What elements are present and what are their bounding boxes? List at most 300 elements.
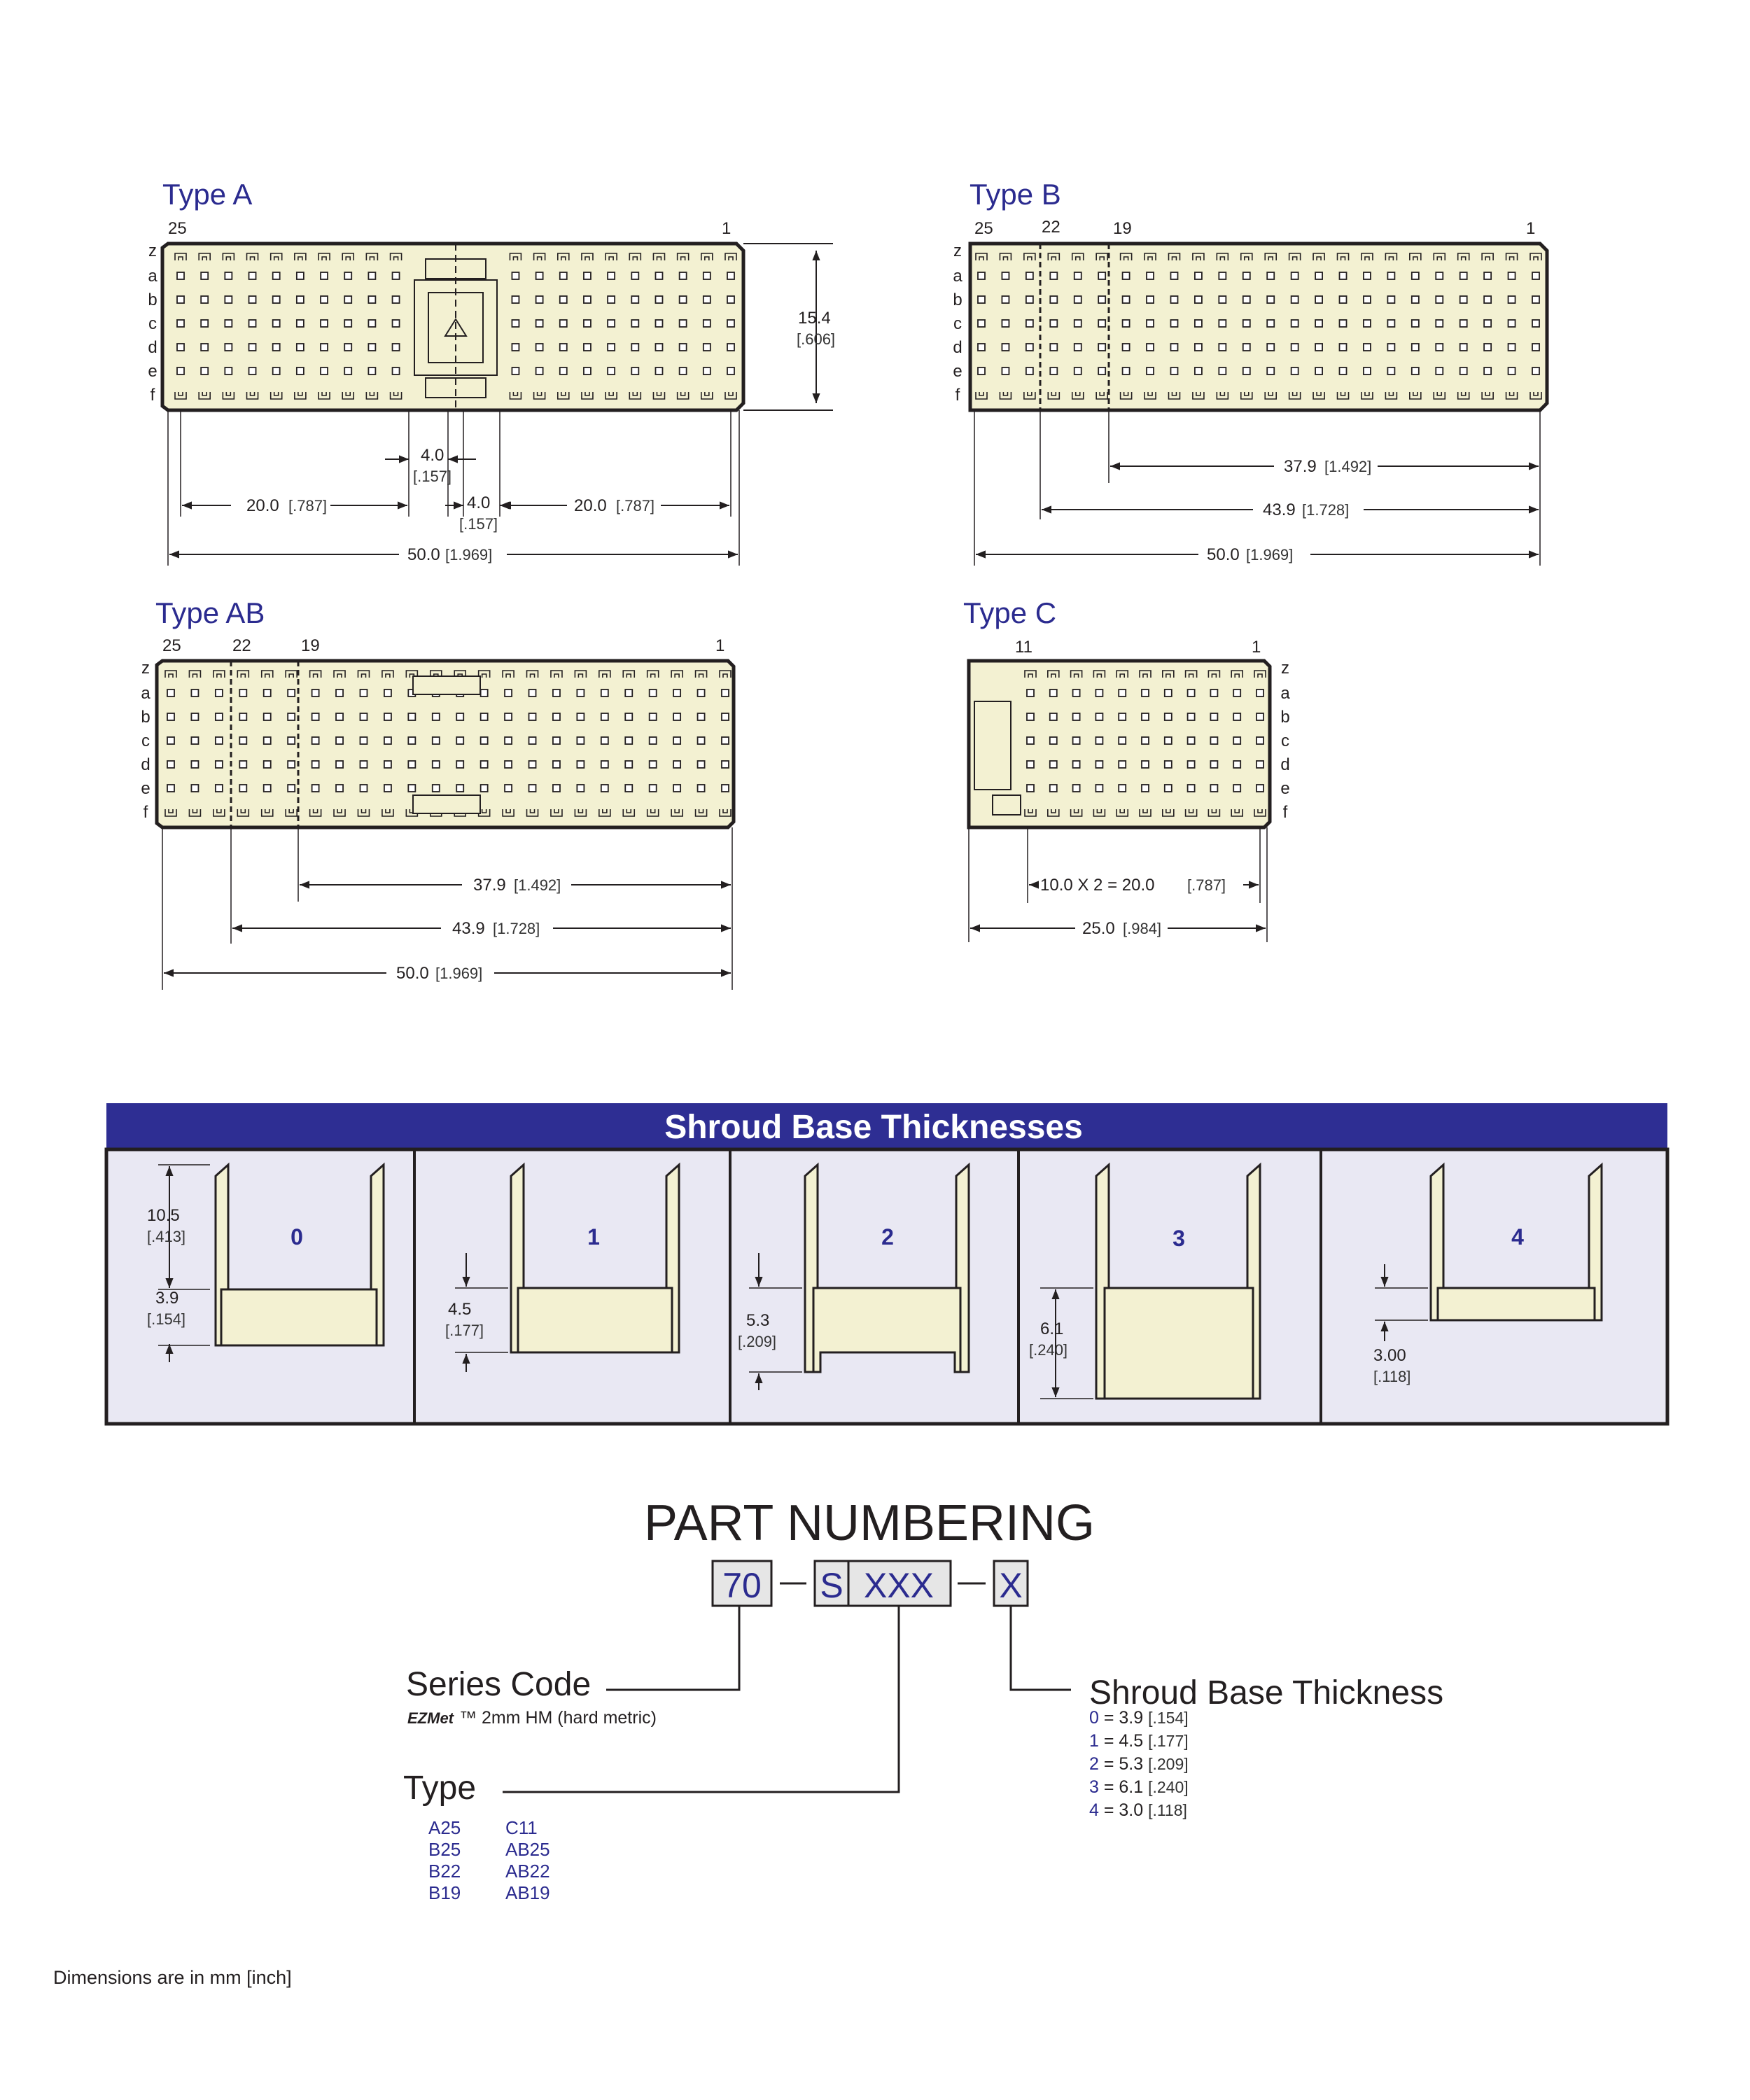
contact-pin bbox=[505, 761, 512, 768]
contact-pin bbox=[1484, 368, 1491, 374]
row-letter-b: b bbox=[141, 708, 150, 727]
type-ab-d2-mm: 43.9 bbox=[452, 919, 485, 938]
contact-pin bbox=[368, 272, 375, 279]
contact-pin bbox=[1460, 344, 1467, 351]
contact-pin bbox=[1074, 272, 1082, 279]
type-a-right-in: [.787] bbox=[616, 497, 655, 514]
contact-pin bbox=[1256, 713, 1264, 720]
type-a-pin-1: 1 bbox=[722, 219, 732, 238]
shroud-thickness-label: Shroud Base Thickness bbox=[1089, 1674, 1444, 1712]
contact-pin bbox=[1123, 272, 1130, 279]
shroud-base-1 bbox=[518, 1288, 672, 1352]
type-code-b25: B25 bbox=[428, 1839, 461, 1860]
row-letter-a: a bbox=[141, 684, 150, 703]
pn-series-leader bbox=[606, 1606, 739, 1690]
contact-pin bbox=[1256, 785, 1264, 792]
contact-pin bbox=[505, 785, 512, 792]
contact-pin bbox=[1098, 296, 1105, 303]
contact-pin bbox=[1243, 272, 1250, 279]
contact-pin bbox=[1142, 690, 1149, 696]
row-letter-b: b bbox=[953, 290, 962, 309]
contact-pin bbox=[1142, 737, 1149, 744]
contact-pin bbox=[384, 785, 391, 792]
contact-pin bbox=[1147, 344, 1154, 351]
type-b-d3-mm: 50.0 bbox=[1207, 545, 1240, 564]
contact-pin bbox=[1195, 320, 1202, 327]
type-ab-d2-in: [1.728] bbox=[493, 920, 540, 937]
contact-pin bbox=[1073, 785, 1080, 792]
row-letter-f: f bbox=[143, 803, 148, 822]
type-b-d3-in: [1.969] bbox=[1246, 546, 1294, 564]
contact-pin bbox=[553, 785, 560, 792]
contact-pin bbox=[239, 761, 246, 768]
contact-pin bbox=[1364, 272, 1371, 279]
type-b-d2-mm: 43.9 bbox=[1263, 500, 1296, 519]
type-c-pin-1: 1 bbox=[1252, 638, 1261, 657]
contact-pin bbox=[225, 296, 232, 303]
units-footnote: Dimensions are in mm [inch] bbox=[53, 1967, 292, 1988]
contact-pin bbox=[536, 320, 543, 327]
contact-pin bbox=[1387, 344, 1394, 351]
contact-pin bbox=[1073, 690, 1080, 696]
contact-pin bbox=[978, 344, 985, 351]
contact-pin bbox=[481, 690, 488, 696]
contact-pin bbox=[1460, 320, 1467, 327]
contact-pin bbox=[1210, 690, 1217, 696]
contact-pin bbox=[698, 785, 705, 792]
contact-pin bbox=[1188, 713, 1195, 720]
type-a-extension-lines bbox=[168, 410, 739, 566]
contact-pin bbox=[1219, 320, 1226, 327]
contact-pin bbox=[216, 713, 223, 720]
contact-pin bbox=[673, 785, 680, 792]
contact-pin bbox=[1243, 344, 1250, 351]
shroud-2-base-mm: 5.3 bbox=[746, 1311, 770, 1330]
contact-pin bbox=[704, 368, 710, 374]
contact-pin bbox=[1074, 368, 1082, 374]
contact-pin bbox=[650, 737, 657, 744]
contact-pin bbox=[312, 785, 319, 792]
contact-pin bbox=[312, 737, 319, 744]
contact-pin bbox=[1292, 344, 1298, 351]
pn-type-box-xxx: XXX bbox=[863, 1566, 934, 1605]
contact-pin bbox=[1292, 320, 1298, 327]
shroud-0-base-in: [.154] bbox=[147, 1310, 186, 1328]
type-b-extension-lines bbox=[974, 410, 1540, 566]
type-a-height-mm: 15.4 bbox=[798, 309, 831, 328]
contact-pin bbox=[368, 368, 375, 374]
contact-pin bbox=[1170, 272, 1177, 279]
contact-pin bbox=[336, 713, 343, 720]
contact-pin bbox=[529, 713, 536, 720]
contact-pin bbox=[273, 344, 280, 351]
contact-pin bbox=[336, 737, 343, 744]
contact-pin bbox=[1387, 296, 1394, 303]
contact-pin bbox=[1412, 368, 1419, 374]
contact-pin bbox=[1436, 344, 1443, 351]
contact-pin bbox=[1219, 368, 1226, 374]
contact-pin bbox=[601, 690, 608, 696]
shroud-1-base-mm: 4.5 bbox=[448, 1300, 472, 1319]
contact-pin bbox=[239, 713, 246, 720]
contact-pin bbox=[1508, 272, 1516, 279]
contact-pin bbox=[1412, 296, 1419, 303]
contact-pin bbox=[393, 344, 400, 351]
type-c-pitch-in: [.787] bbox=[1187, 876, 1226, 894]
contact-pin bbox=[529, 737, 536, 744]
contact-pin bbox=[321, 368, 328, 374]
type-code-b19: B19 bbox=[428, 1882, 461, 1903]
contact-pin bbox=[456, 713, 463, 720]
contact-pin bbox=[191, 737, 198, 744]
contact-pin bbox=[1002, 272, 1009, 279]
contact-pin bbox=[312, 761, 319, 768]
series-description: ™ 2mm HM (hard metric) bbox=[459, 1708, 657, 1728]
contact-pin bbox=[1026, 320, 1033, 327]
contact-pin bbox=[512, 344, 519, 351]
contact-pin bbox=[1484, 296, 1491, 303]
contact-pin bbox=[273, 368, 280, 374]
contact-pin bbox=[321, 296, 328, 303]
contact-pin bbox=[1340, 296, 1347, 303]
contact-pin bbox=[1484, 272, 1491, 279]
contact-pin bbox=[536, 296, 543, 303]
contact-pin bbox=[167, 785, 174, 792]
type-ab-pin-1: 1 bbox=[715, 636, 725, 655]
row-letter-e: e bbox=[953, 362, 962, 381]
contact-pin bbox=[201, 296, 208, 303]
contact-pin bbox=[673, 713, 680, 720]
shroud-table bbox=[106, 1103, 1667, 1424]
contact-pin bbox=[650, 713, 657, 720]
contact-pin bbox=[631, 272, 638, 279]
contact-pin bbox=[584, 344, 591, 351]
shroud-1-num: 1 bbox=[587, 1224, 600, 1250]
row-letter-b: b bbox=[1280, 708, 1290, 727]
contact-pin bbox=[625, 737, 632, 744]
shroud-1-base-in: [.177] bbox=[445, 1322, 484, 1339]
contact-pin bbox=[978, 296, 985, 303]
contact-pin bbox=[1123, 320, 1130, 327]
contact-pin bbox=[650, 690, 657, 696]
type-code-a25: A25 bbox=[428, 1817, 461, 1838]
contact-pin bbox=[650, 761, 657, 768]
contact-pin bbox=[456, 761, 463, 768]
contact-pin bbox=[1096, 785, 1102, 792]
contact-pin bbox=[201, 344, 208, 351]
type-b-d1-in: [1.492] bbox=[1324, 458, 1372, 475]
contact-pin bbox=[1098, 368, 1105, 374]
contact-pin bbox=[1256, 737, 1264, 744]
contact-pin bbox=[1508, 296, 1516, 303]
contact-pin bbox=[1210, 713, 1217, 720]
contact-pin bbox=[1147, 368, 1154, 374]
thickness-code-0: 0 = 3.9 [.154] bbox=[1089, 1708, 1189, 1728]
contact-pin bbox=[536, 368, 543, 374]
contact-pin bbox=[655, 296, 662, 303]
contact-pin bbox=[1027, 785, 1034, 792]
contact-pin bbox=[1188, 761, 1195, 768]
type-ab-title: Type AB bbox=[155, 596, 265, 629]
contact-pin bbox=[408, 761, 415, 768]
type-code-c11: C11 bbox=[505, 1817, 538, 1838]
contact-pin bbox=[1412, 320, 1419, 327]
type-ab-d1-in: [1.492] bbox=[514, 876, 561, 894]
contact-pin bbox=[344, 272, 351, 279]
contact-pin bbox=[1219, 344, 1226, 351]
contact-pin bbox=[553, 761, 560, 768]
contact-pin bbox=[722, 690, 729, 696]
contact-pin bbox=[1170, 296, 1177, 303]
contact-pin bbox=[1364, 320, 1371, 327]
contact-pin bbox=[1096, 690, 1102, 696]
row-letter-c: c bbox=[148, 314, 157, 333]
contact-pin bbox=[601, 761, 608, 768]
contact-pin bbox=[264, 761, 271, 768]
contact-pin bbox=[1098, 272, 1105, 279]
contact-pin bbox=[264, 785, 271, 792]
contact-pin bbox=[288, 737, 295, 744]
type-b-diagram bbox=[953, 178, 1547, 566]
contact-pin bbox=[1119, 761, 1126, 768]
contact-pin bbox=[608, 296, 615, 303]
row-letter-z: z bbox=[148, 241, 157, 260]
contact-pin bbox=[239, 690, 246, 696]
contact-pin bbox=[727, 272, 734, 279]
contact-pin bbox=[1096, 737, 1102, 744]
row-letter-f: f bbox=[955, 386, 960, 405]
contact-pin bbox=[1026, 368, 1033, 374]
contact-pin bbox=[680, 272, 687, 279]
type-ab-diagram bbox=[141, 596, 734, 990]
type-code-ab19: AB19 bbox=[505, 1882, 550, 1903]
contact-pin bbox=[625, 785, 632, 792]
type-a-diagram bbox=[148, 178, 835, 566]
contact-pin bbox=[631, 344, 638, 351]
contact-pin bbox=[505, 713, 512, 720]
contact-pin bbox=[1098, 344, 1105, 351]
contact-pin bbox=[722, 785, 729, 792]
contact-pin bbox=[1340, 320, 1347, 327]
contact-pin bbox=[433, 761, 440, 768]
row-letter-d: d bbox=[141, 755, 150, 774]
contact-pin bbox=[1219, 272, 1226, 279]
shroud-0-wall-in: [.413] bbox=[147, 1228, 186, 1245]
contact-pin bbox=[608, 368, 615, 374]
contact-pin bbox=[1460, 272, 1467, 279]
contact-pin bbox=[344, 296, 351, 303]
contact-pin bbox=[1050, 272, 1057, 279]
contact-pin bbox=[273, 272, 280, 279]
type-a-row-letters bbox=[148, 241, 158, 405]
contact-pin bbox=[1532, 368, 1539, 374]
contact-pin bbox=[249, 320, 256, 327]
type-a-gap2-mm: 4.0 bbox=[467, 493, 491, 512]
contact-pin bbox=[249, 296, 256, 303]
contact-pin bbox=[584, 296, 591, 303]
contact-pin bbox=[456, 737, 463, 744]
contact-pin bbox=[239, 785, 246, 792]
row-letter-b: b bbox=[148, 290, 158, 309]
type-code-ab22: AB22 bbox=[505, 1861, 550, 1882]
contact-pin bbox=[1340, 272, 1347, 279]
contact-pin bbox=[1027, 737, 1034, 744]
type-ab-d1-mm: 37.9 bbox=[473, 876, 506, 895]
contact-pin bbox=[216, 690, 223, 696]
contact-pin bbox=[560, 368, 567, 374]
contact-pin bbox=[360, 785, 367, 792]
contact-pin bbox=[1436, 272, 1443, 279]
row-letter-a: a bbox=[148, 267, 158, 286]
contact-pin bbox=[577, 737, 584, 744]
contact-pin bbox=[655, 272, 662, 279]
contact-pin bbox=[529, 785, 536, 792]
contact-pin bbox=[1267, 320, 1274, 327]
contact-pin bbox=[312, 690, 319, 696]
contact-pin bbox=[1119, 785, 1126, 792]
contact-pin bbox=[1165, 690, 1172, 696]
contact-pin bbox=[336, 761, 343, 768]
contact-pin bbox=[1050, 690, 1057, 696]
row-letter-z: z bbox=[953, 241, 962, 260]
shroud-4-base-in: [.118] bbox=[1373, 1368, 1411, 1385]
row-letter-z: z bbox=[1281, 659, 1289, 678]
contact-pin bbox=[191, 713, 198, 720]
type-c-total-mm: 25.0 bbox=[1082, 919, 1115, 938]
contact-pin bbox=[608, 272, 615, 279]
contact-pin bbox=[727, 368, 734, 374]
type-c-key-bottom bbox=[993, 795, 1021, 815]
type-a-gap1-in: [.157] bbox=[413, 468, 452, 485]
type-c-diagram bbox=[963, 596, 1290, 942]
contact-pin bbox=[408, 737, 415, 744]
contact-pin bbox=[1002, 296, 1009, 303]
contact-pin bbox=[1002, 344, 1009, 351]
contact-pin bbox=[1233, 713, 1240, 720]
row-letter-z: z bbox=[141, 659, 150, 678]
contact-pin bbox=[1412, 272, 1419, 279]
contact-pin bbox=[536, 344, 543, 351]
contact-pin bbox=[727, 296, 734, 303]
contact-pin bbox=[312, 713, 319, 720]
contact-pin bbox=[673, 690, 680, 696]
contact-pin bbox=[1002, 368, 1009, 374]
type-c-pitch-mm: 10.0 X 2 = 20.0 bbox=[1040, 876, 1155, 895]
contact-pin bbox=[1123, 296, 1130, 303]
pn-thickness-box-text: X bbox=[999, 1566, 1023, 1605]
shroud-4-base-mm: 3.00 bbox=[1373, 1346, 1406, 1365]
contact-pin bbox=[1119, 690, 1126, 696]
type-a-right-mm: 20.0 bbox=[574, 496, 607, 515]
contact-pin bbox=[360, 761, 367, 768]
contact-pin bbox=[1267, 368, 1274, 374]
contact-pin bbox=[512, 296, 519, 303]
contact-pin bbox=[201, 272, 208, 279]
contact-pin bbox=[577, 761, 584, 768]
contact-pin bbox=[1460, 296, 1467, 303]
contact-pin bbox=[336, 785, 343, 792]
contact-pin bbox=[601, 785, 608, 792]
contact-pin bbox=[408, 713, 415, 720]
contact-pin bbox=[1364, 368, 1371, 374]
contact-pin bbox=[249, 272, 256, 279]
contact-pin bbox=[1292, 368, 1298, 374]
contact-pin bbox=[167, 713, 174, 720]
contact-pin bbox=[201, 320, 208, 327]
row-letter-a: a bbox=[953, 267, 962, 286]
type-code-ab25: AB25 bbox=[505, 1839, 550, 1860]
contact-pin bbox=[1165, 761, 1172, 768]
type-ab-pin-22: 22 bbox=[232, 636, 251, 655]
contact-pin bbox=[704, 344, 710, 351]
contact-pin bbox=[608, 344, 615, 351]
contact-pin bbox=[321, 272, 328, 279]
contact-pin bbox=[601, 713, 608, 720]
type-b-d2-in: [1.728] bbox=[1302, 501, 1350, 519]
contact-pin bbox=[1050, 320, 1057, 327]
contact-pin bbox=[1233, 690, 1240, 696]
contact-pin bbox=[560, 320, 567, 327]
contact-pin bbox=[505, 690, 512, 696]
contact-pin bbox=[584, 272, 591, 279]
contact-pin bbox=[1340, 368, 1347, 374]
contact-pin bbox=[1096, 761, 1102, 768]
row-letter-d: d bbox=[1280, 755, 1290, 774]
contact-pin bbox=[560, 296, 567, 303]
contact-pin bbox=[1243, 320, 1250, 327]
type-a-gap1-mm: 4.0 bbox=[421, 446, 444, 465]
contact-pin bbox=[1267, 272, 1274, 279]
contact-pin bbox=[1195, 344, 1202, 351]
type-a-left-mm: 20.0 bbox=[246, 496, 279, 515]
contact-pin bbox=[1315, 344, 1322, 351]
contact-pin bbox=[1027, 761, 1034, 768]
pn-thickness-leader bbox=[1011, 1606, 1071, 1690]
contact-pin bbox=[577, 713, 584, 720]
contact-pin bbox=[704, 320, 710, 327]
contact-pin bbox=[1123, 344, 1130, 351]
contact-pin bbox=[1074, 344, 1082, 351]
contact-pin bbox=[1387, 272, 1394, 279]
contact-pin bbox=[529, 690, 536, 696]
contact-pin bbox=[680, 368, 687, 374]
contact-pin bbox=[1073, 761, 1080, 768]
row-letter-c: c bbox=[141, 732, 150, 750]
thickness-code-4: 4 = 3.0 [.118] bbox=[1089, 1800, 1187, 1820]
contact-pin bbox=[512, 272, 519, 279]
contact-pin bbox=[1165, 713, 1172, 720]
contact-pin bbox=[1387, 320, 1394, 327]
shroud-3-base-mm: 6.1 bbox=[1040, 1320, 1064, 1338]
contact-pin bbox=[722, 761, 729, 768]
contact-pin bbox=[512, 320, 519, 327]
row-letter-f: f bbox=[1282, 803, 1288, 822]
contact-pin bbox=[1315, 272, 1322, 279]
contact-pin bbox=[1532, 320, 1539, 327]
contact-pin bbox=[288, 785, 295, 792]
thickness-code-3: 3 = 6.1 [.240] bbox=[1089, 1777, 1189, 1797]
contact-pin bbox=[368, 344, 375, 351]
contact-pin bbox=[577, 690, 584, 696]
contact-pin bbox=[505, 737, 512, 744]
contact-pin bbox=[1256, 690, 1264, 696]
shroud-base-0 bbox=[221, 1289, 377, 1345]
contact-pin bbox=[1195, 272, 1202, 279]
contact-pin bbox=[1170, 320, 1177, 327]
contact-pin bbox=[631, 296, 638, 303]
contact-pin bbox=[360, 713, 367, 720]
type-label: Type bbox=[403, 1770, 477, 1807]
